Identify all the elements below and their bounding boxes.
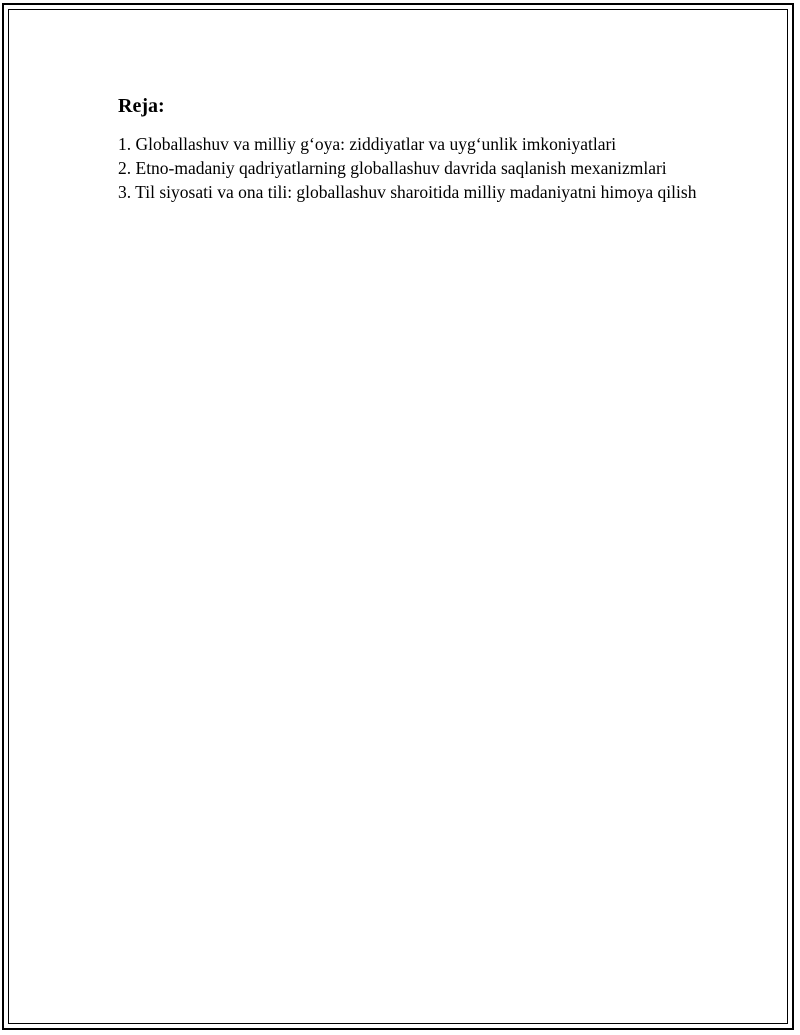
plan-item-3: 3. Til siyosati va ona tili: globallashuv sharoitida milliy madaniyatni himoya qilish (118, 182, 697, 202)
plan-item-1: 1. Globallashuv va milliy g‘oya: ziddiyatlar va uyg‘unlik imkoniyatlari (118, 134, 617, 154)
plan-heading: Reja: (118, 95, 165, 117)
document-body (118, 93, 698, 204)
plan-item-2: 2. Etno-madaniy qadriyatlarning globallashuv davrida saqlanish mexanizmlari (118, 158, 667, 178)
plan-list (118, 132, 698, 204)
